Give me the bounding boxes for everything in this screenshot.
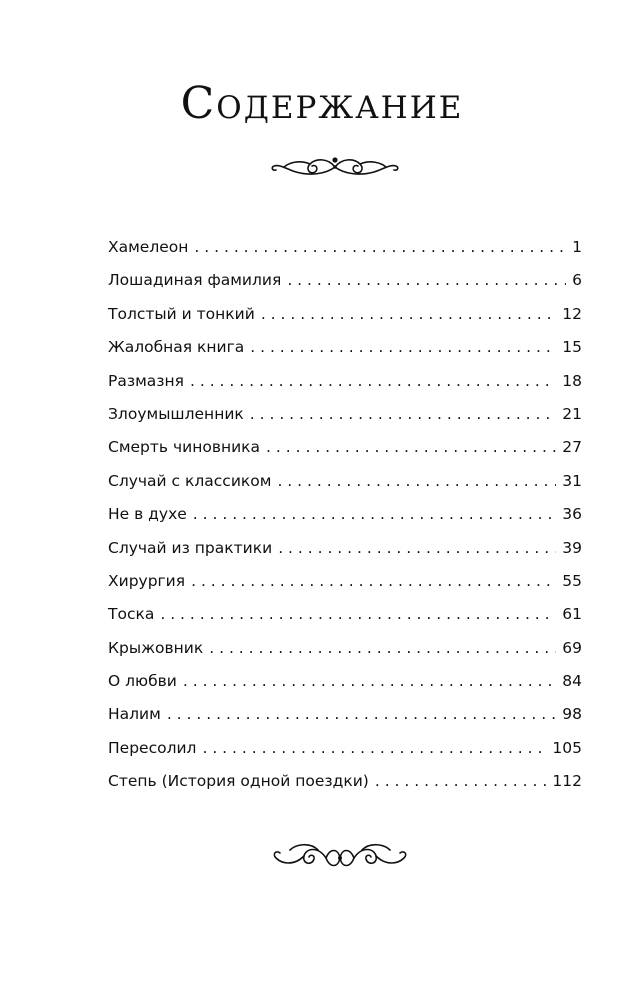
toc-entry (108, 605, 582, 638)
toc-entry (108, 739, 582, 772)
toc-entry-page: 84 (562, 672, 582, 691)
dot-leader (375, 772, 547, 790)
dot-leader (160, 605, 556, 623)
toc-entry-page: 98 (562, 705, 582, 724)
toc-entry-title: Пересолил (108, 738, 197, 757)
toc-entry-title: Злоумышленник (108, 404, 244, 423)
toc-entry (108, 539, 582, 572)
dot-leader (193, 505, 556, 523)
toc-entry-page: 36 (562, 505, 582, 524)
toc-entry (108, 338, 582, 371)
flourish-ornament-icon (270, 150, 400, 184)
dot-leader (261, 305, 556, 323)
dot-leader (191, 572, 556, 590)
toc-entry (108, 572, 582, 605)
toc-entry-title: Хирургия (108, 571, 186, 590)
toc-entry-page: 12 (562, 304, 582, 323)
toc-entry-title: О любви (108, 672, 177, 691)
toc-entry (108, 705, 582, 738)
dot-leader (278, 539, 556, 557)
toc-entry (108, 405, 582, 438)
toc-entry-title: Степь (История одной поездки) (108, 772, 369, 791)
toc-entry-page: 31 (562, 471, 582, 490)
toc-entry-title: Смерть чиновника (108, 438, 261, 457)
toc-entry (108, 505, 582, 538)
toc-entry-title: Налим (108, 705, 161, 724)
toc-entry-title: Размазня (108, 371, 184, 390)
toc-entry-title: Не в духе (108, 505, 187, 524)
table-of-contents (108, 238, 582, 806)
toc-entry-page: 39 (562, 538, 582, 557)
toc-entry (108, 438, 582, 471)
dot-leader (250, 405, 557, 423)
dot-leader (167, 705, 556, 723)
dot-leader (194, 238, 566, 256)
toc-entry (108, 472, 582, 505)
toc-entry-title: Жалобная книга (108, 338, 245, 357)
toc-entry-page: 21 (562, 404, 582, 423)
dot-leader (277, 472, 556, 490)
toc-entry (108, 372, 582, 405)
toc-entry-page: 27 (562, 438, 582, 457)
dot-leader (266, 438, 556, 456)
scroll-ornament-icon (268, 838, 412, 878)
toc-entry-page: 69 (562, 638, 582, 657)
toc-entry-page: 1 (572, 238, 582, 256)
toc-entry-title: Случай с классиком (108, 471, 272, 490)
toc-entry-title: Крыжовник (108, 638, 204, 657)
toc-entry (108, 639, 582, 672)
toc-entry-title: Случай из практики (108, 538, 273, 557)
toc-entry-page: 15 (562, 338, 582, 357)
toc-entry-page: 55 (562, 571, 582, 590)
toc-entry-title: Толстый и тонкий (108, 304, 255, 323)
toc-entry (108, 305, 582, 338)
toc-entry-page: 6 (572, 271, 582, 290)
dot-leader (202, 739, 546, 757)
toc-entry (108, 271, 582, 304)
toc-entry-page: 61 (562, 605, 582, 624)
toc-entry-title: Тоска (108, 605, 155, 624)
toc-entry-page: 112 (552, 772, 582, 791)
toc-entry-title: Лошадиная фамилия (108, 271, 282, 290)
toc-entry-page: 18 (562, 371, 582, 390)
toc-entry (108, 772, 582, 805)
toc-entry-page: 105 (552, 738, 582, 757)
dot-leader (190, 372, 556, 390)
dot-leader (209, 639, 556, 657)
toc-entry (108, 238, 582, 271)
dot-leader (250, 338, 556, 356)
dot-leader (287, 271, 566, 289)
page-title: Содержание (180, 78, 464, 129)
toc-entry-title: Хамелеон (108, 238, 189, 256)
toc-entry (108, 672, 582, 705)
dot-leader (183, 672, 556, 690)
